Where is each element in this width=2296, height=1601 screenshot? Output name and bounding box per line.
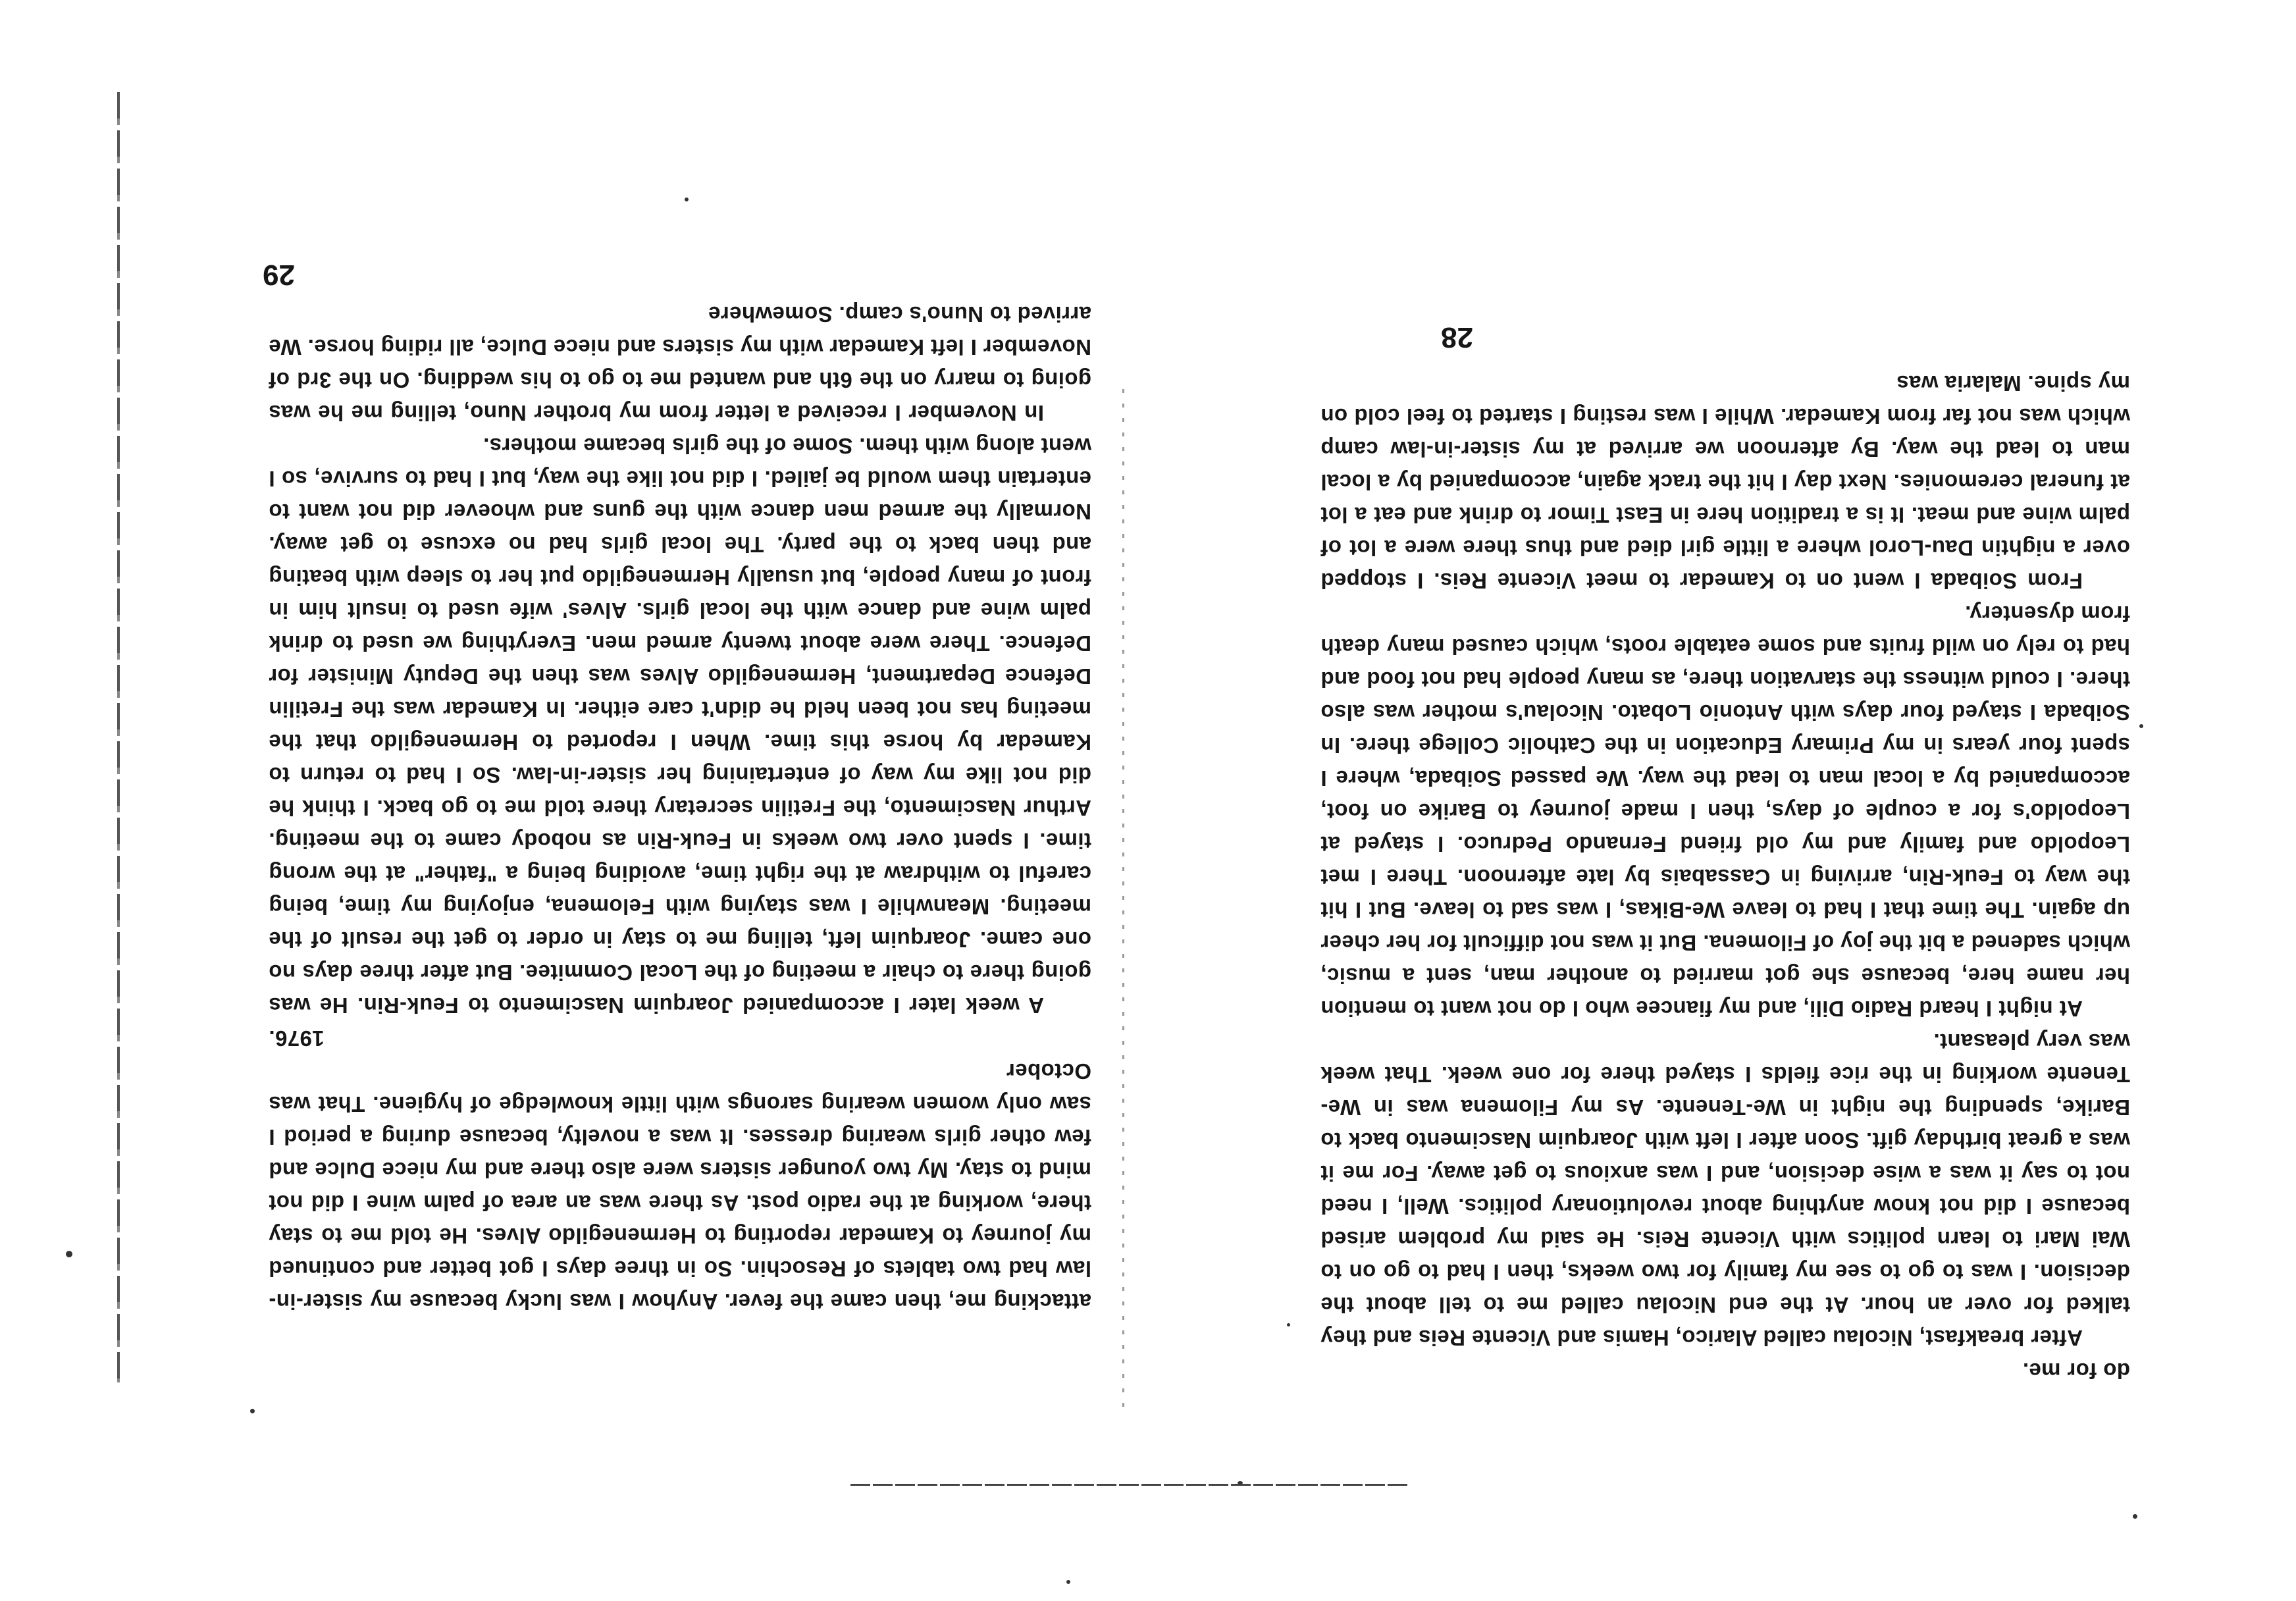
right-page-number: 29 <box>263 259 295 291</box>
left-page-number: 28 <box>1441 321 1473 354</box>
scan-speck <box>2139 724 2143 728</box>
scan-speck <box>1287 1323 1290 1326</box>
left-paragraph-1: do for me. <box>2022 1359 2130 1383</box>
scan-speck <box>1238 1481 1243 1484</box>
left-page-text <box>1320 367 2130 1387</box>
left-paragraph-4: From Soibada I went on to Kamedar to meet Vicente Reis. I stopped over a nightin Dau-Lorol where a little girl died and thus there were a lot of palm wine and meat. It is a tradition here in East Timor to drink and eat a lot at funeral ceremonies. Next day I hit the track again, accompanied by a local man to lead the way. By afternoon we arrived at my sister-in-law camp which was not far from Kamedar. While I was resting I started to feel cold on my spine. Malaria was <box>1320 371 2130 593</box>
right-paragraph-2: A week later I accompanied Joarquim Nascimento to Feuk-Rin. He was going there to chair a meeting of the Local Commitee. But after three days no one came. Joarquim left, telling me to stay in order to get the result of the meeting. Meanwhile I was staying with Felomena, enjoying my time, being careful to withdraw at the right time, avoiding being a "father" at the wrong time. I spent over two weeks in Feuk-Rin as nobody came to the meeting. Arthur Nascimento, the Fretilin secretary there told me to go back. I think he did not like my way of entertaining her sister-in-law. So I had to return to Kamedar by horse this time. When I reported to Hermenegildo that the meeting has not been held he didn't care either. In Kamedar was the Fretilin Defence Department, Hermenegildo Alves was then the Deputy Minister for Defence. There were about twenty armed men. Everything we used to drink palm wine and dance with the local girls. Alves' wife used to insult him in front of many people, but usually Hermenegildo put her to sleep with beating and then back to the party. The local girls had no excuse to get away. Normally the armed men dance with the guns and whoever did not want to entertain them would be jailed. I did not like the way, but I had to survive, so I went along with them. Some of the girls became mothers. <box>269 434 1091 1018</box>
scan-speck <box>250 1409 255 1413</box>
scan-speck <box>1066 1580 1070 1584</box>
right-paragraph-3: In November I received a letter from my brother Nuno, telling me he was going to marry on the 6th and wanted me to go to his wedding. On the 3rd of November I left Kamedar with my sisters and niece Dulce, all riding horse. We arrived to Nuno's camp. Somewhere <box>269 302 1091 425</box>
right-paragraph-year: 1976. <box>269 1026 325 1051</box>
left-paragraph-3: At night I heard Radio Dili, and my fiancee who I do not want to mention her name here, because she got married to another man, sent a music, which sadened a bit the joy of Filomena. But it was not difficult for her cheer up again. The time that I had to leave We-Bikas, I was sad to leave. But I hit the way to Feuk-Rin, arriving in Cassabais by late afternoon. There I met Leopoldo and family and my old friend Fernando Pedruco. I stayed at Leopoldo's for a couple of days, then I made journey to Barike on foot, accompanied by a local man to lead the way. We passed Soibada, where I spent four years in my Primary Education in the Catholic College there. In Soibada I stayed four days with Antonio Lobato. Nicolau's mother was also there. I could witness the starvation there, as many people had not food and had to rely on wild fruits and some eatable roots, which caused many death from dysentery. <box>1320 602 2130 1021</box>
scan-dashed-rule <box>848 1484 1407 1486</box>
right-page-text <box>269 298 1091 1318</box>
scan-speck <box>2133 1514 2137 1519</box>
left-paragraph-2: After breakfast, Nicolau called Alarico, Hamis and Vicente Reis and they talked for over an hour. At the end Nicolau called me to tell about the decision. I was to go to see my family for two weeks, then I had to go on to Wai Mari to learn politics with Vicente Reis. He said my problem arised because I did not know anything about revolutionary politics. Well, I need not to say it was a wise decision, and I was anxious to get away. For me it was a great birthday gift. Soon after I left with Joarquim Nascimento back to Barike, spending the night in We-Tenente. As my Filomena was in We-Tenente working in the rice fields I stayed there for one week. That week was very pleasant. <box>1320 1030 2130 1350</box>
scan-speck <box>685 197 689 201</box>
book-binding-line <box>1122 386 1124 1407</box>
right-paragraph-1: attacking me, then came the fever. Anyhow I was lucky because my sister-in-law had two tablets of Resochin. So in three days I got better and continued my journey to Kamedar reporting to Hermenegildo Alves. He told me to stay there, working at the radio post. As there was an area of palm wine I did not mind to stay. My two younger sisters were also there and my niece Dulce and few other girls wearing dresses. It was a novelty, because during a period I saw only women wearing sarongs with little knowledge of hygiene. That was October <box>269 1059 1091 1314</box>
scan-speck <box>66 1251 72 1257</box>
